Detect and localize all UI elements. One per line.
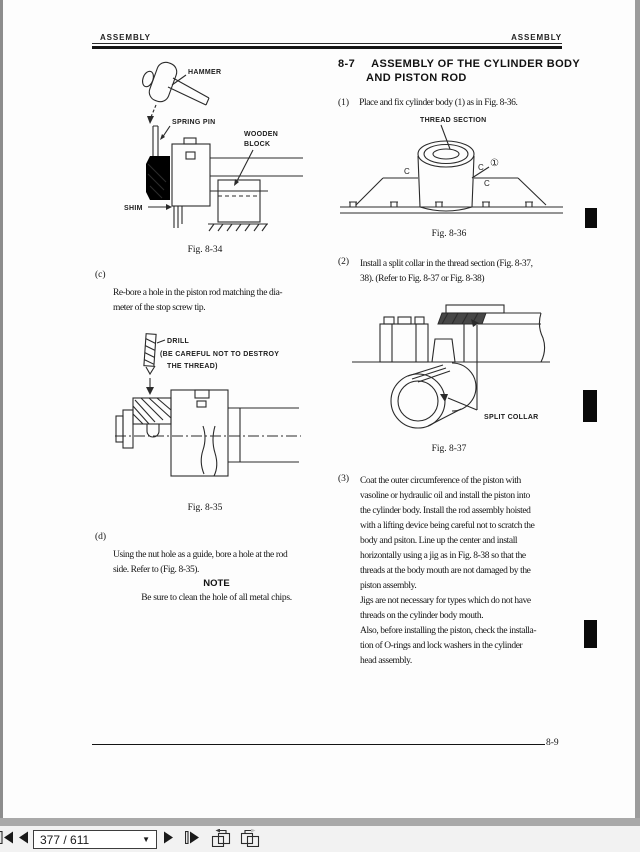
scrollbar-track[interactable] — [635, 0, 640, 818]
item-c-marker: (c) — [95, 270, 106, 280]
figure-8-35-caption: Fig. 8-35 — [187, 503, 223, 513]
combobox-dropdown-arrow-icon[interactable]: ▼ — [142, 835, 150, 844]
callout-1: ① — [490, 158, 499, 169]
figure-8-34-drawing — [96, 58, 308, 240]
previous-page-button[interactable] — [16, 826, 30, 852]
wooden-block-label-line2: BLOCK — [244, 141, 271, 148]
first-page-button[interactable] — [0, 826, 14, 852]
item-d-marker: (d) — [95, 532, 107, 542]
running-header-right: ASSEMBLY — [511, 33, 562, 42]
drill-warning-line2: THE THREAD) — [167, 363, 218, 370]
svg-text:C: C — [404, 167, 411, 176]
svg-text:C: C — [484, 179, 491, 188]
item-3-paragraph-2: Jigs are not necessary for types which do not have threads on the cylinder body mouth. — [360, 596, 531, 621]
index-tab-mark-2 — [583, 390, 597, 422]
page-number-combobox[interactable] — [33, 830, 157, 849]
note-text: Be sure to clean the hole of all metal chips. — [141, 593, 292, 603]
shim-label: SHIM — [124, 205, 143, 212]
hammer-label: HAMMER — [188, 69, 222, 76]
next-view-button[interactable] — [239, 826, 261, 852]
figure-8-37-caption: Fig. 8-37 — [431, 444, 467, 454]
viewer-left-edge — [0, 0, 3, 818]
page-navigation-toolbar — [0, 826, 640, 852]
footer-rule — [92, 744, 545, 745]
last-page-button[interactable] — [184, 826, 201, 852]
figure-8-36-drawing — [338, 112, 565, 230]
section-heading — [338, 54, 580, 72]
item-1-marker: (1) — [338, 98, 350, 108]
drill-label: DRILL — [167, 338, 190, 345]
next-page-icon — [163, 831, 175, 844]
first-page-icon — [0, 831, 14, 844]
split-collar-label: SPLIT COLLAR — [484, 414, 539, 421]
item-3-paragraph-3: Also, before installing the piston, check the installa- tion of O-rings and lock washers in the cylinder head assembly. — [360, 626, 537, 666]
previous-view-icon — [211, 829, 231, 847]
header-rule-thin — [92, 43, 562, 44]
index-tab-mark-1 — [585, 208, 597, 228]
item-d-text: Using the nut hole as a guide, bore a hole at the rod side. Refer to (Fig. 8-35). — [113, 550, 288, 575]
note-title: NOTE — [203, 578, 230, 589]
previous-view-button[interactable] — [210, 826, 232, 852]
toolbar-separator — [0, 818, 640, 826]
spring-pin-label: SPRING PIN — [172, 119, 216, 126]
figure-8-35-drawing — [103, 330, 305, 500]
figure-8-36-caption: Fig. 8-36 — [431, 229, 467, 239]
figure-8-34-caption: Fig. 8-34 — [187, 245, 223, 255]
item-2-marker: (2) — [338, 257, 350, 267]
wooden-block-label-line1: WOODEN — [244, 131, 279, 138]
running-header-left: ASSEMBLY — [100, 33, 151, 42]
thread-section-label: THREAD SECTION — [420, 117, 487, 124]
header-rule-thick — [92, 46, 562, 49]
last-page-icon — [185, 831, 201, 844]
item-1-text: Place and fix cylinder body (1) as in Fig. 8-36. — [359, 98, 518, 108]
item-3-paragraph-1: Coat the outer circumference of the piston with vasoline or hydraulic oil and install the piston into the cylinder body. Install the rod assembly hoisted with a lifting device being careful not to scratch the body and psiton. Line up the center and install horizontally using a jig as in Fig. 8-38 so that the threads at the body mouth are not damaged by the piston assembly. — [360, 476, 535, 591]
section-title-line1: ASSEMBLY OF THE CYLINDER BODY — [371, 58, 581, 70]
item-c-text: Re-bore a hole in the piston rod matching the dia- meter of the stop screw tip. — [113, 288, 283, 313]
previous-page-icon — [17, 831, 29, 844]
svg-text:C: C — [478, 163, 485, 172]
section-number: 8-7 — [338, 58, 356, 70]
page-number: 8-9 — [546, 738, 559, 748]
item-3-marker: (3) — [338, 474, 350, 484]
next-view-icon — [240, 829, 260, 847]
item-2-text: Install a split collar in the thread section (Fig. 8-37, 38). (Refer to Fig. 8-37 or Fig. 8-38) — [360, 259, 533, 284]
figure-8-37-drawing — [336, 298, 586, 446]
item-1 — [338, 92, 517, 111]
page-number-field[interactable]: 377 / 611 — [40, 832, 90, 847]
drill-warning-line1: (BE CAREFUL NOT TO DESTROY — [160, 351, 280, 358]
section-title-line2: AND PISTON ROD — [366, 72, 467, 84]
index-tab-mark-3 — [584, 620, 597, 648]
next-page-button[interactable] — [162, 826, 176, 852]
